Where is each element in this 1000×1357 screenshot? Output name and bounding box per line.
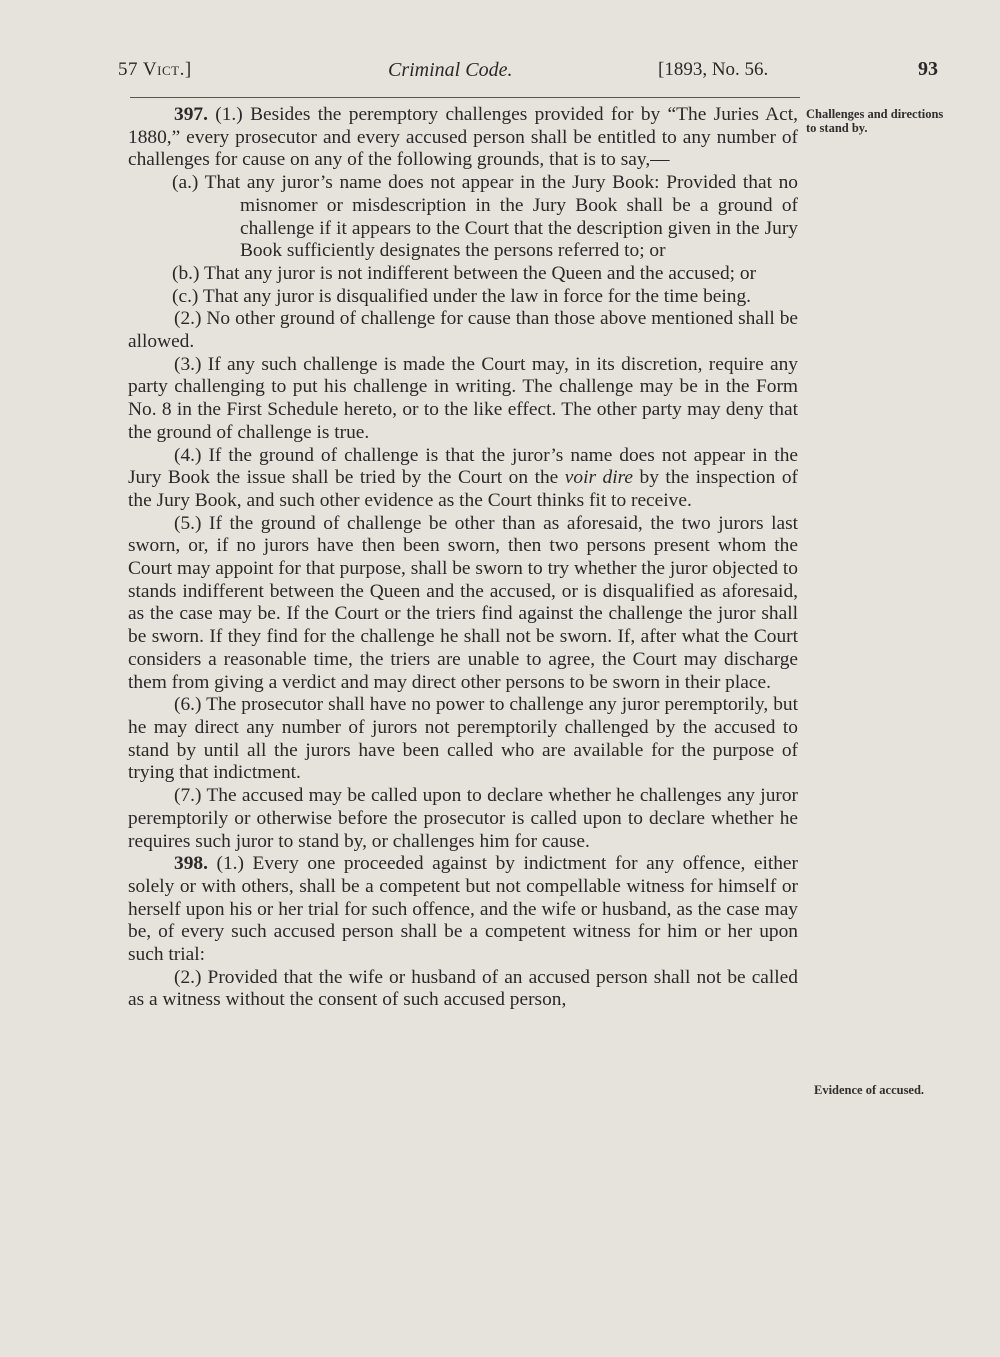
section-397-para-5: (5.) If the ground of challenge be other than as aforesaid, the two jurors last sworn, or, if no jurors have then been sworn, then two persons present whom the Court may appoint for that purpose, shall be sworn to try whether the juror objected to stands indifferent between the Queen and the accused, or is disqualified as aforesaid, as the case may be. If the Court or the triers find against the challenge the juror shall be sworn. If they find for the challenge he shall not be sworn. If, after what the Court considers a reasonable time, the triers are unable to agree, the Court may discharge them from giving a verdict and may direct other persons to be sworn in their place. <box>128 512 798 693</box>
section-397-para-4 <box>128 445 798 513</box>
header-title: Criminal Code. <box>388 59 513 81</box>
running-header <box>118 55 813 91</box>
margin-note-challenges: Challenges and directions to stand by. <box>806 107 944 135</box>
para-4-text-end: by the inspection of the Jury Book, and such other evidence as the Court thinks fit to receive. <box>128 467 798 511</box>
section-number-398: 398. <box>174 853 208 875</box>
section-number-397: 397. <box>174 104 208 125</box>
para-4-text-start: (4.) If the ground of challenge is that the juror’s name does not appear in the Jury Book the issue shall be tried by the Court on the <box>128 444 798 489</box>
section-397-intro-text: (1.) Besides the peremptory challenges provided for by “The Juries Act, 1880,” every prosecutor and every accused person shall be entitled to any number of challenges for cause on any of the following grounds, that is to say,— <box>128 104 798 171</box>
subclause-b: (b.) That any juror is not indifferent between the Queen and the accused; or <box>172 262 757 284</box>
section-397-para-3: (3.) If any such challenge is made the Court may, in its discretion, require any party challenging to put his challenge in writing. The challenge may be in the Form No. 8 in the First Schedule hereto, or to the like effect. The other party may deny that the ground of challenge is true. <box>128 353 798 443</box>
section-398-text: (1.) Every one proceeded against by indictment for any offence, either solely or with others, shall be a competent but not compellable witness for himself or herself upon his or her trial for such offence, and the wife or husband, as the case may be, of every such accused person shall be a competent witness for him or her upon such trial: <box>128 853 798 966</box>
subclause-a: (a.) That any juror’s name does not appear in the Jury Book: Provided that no misnomer or misdescription in the Jury Book shall be a ground of challenge if it appears to the Court that the description given in the Jury Book sufficiently designates the persons referred to; or <box>172 172 798 262</box>
header-regnal-year: 57 Vict.] <box>118 59 192 80</box>
section-398-para-2: (2.) Provided that the wife or husband of an accused person shall not be called as a witness without the consent of such accused person, <box>128 966 798 1011</box>
page-number: 93 <box>918 58 938 80</box>
header-act-number: [1893, No. 56. <box>658 59 769 80</box>
header-rule <box>130 97 800 98</box>
section-397-para-1 <box>128 104 798 172</box>
section-397-para-7: (7.) The accused may be called upon to declare whether he challenges any juror peremptorily or otherwise before the prosecutor is called upon to declare whether he requires such juror to stand by, or challenges him for cause. <box>128 785 798 852</box>
para-4-voir-dire: voir dire <box>564 467 634 489</box>
subclause-c: (c.) That any juror is disqualified under the law in force for the time being. <box>172 285 752 307</box>
section-397-para-6: (6.) The prosecutor shall have no power to challenge any juror peremptorily, but he may direct any number of jurors not peremptorily challenged by the accused to stand by until all the jurors have been called who are available for the purpose of trying that indictment. <box>128 694 798 784</box>
section-398-para-1 <box>128 853 798 967</box>
section-397-para-2: (2.) No other ground of challenge for cause than those above mentioned shall be allowed. <box>128 308 798 353</box>
body-text <box>128 104 798 1012</box>
margin-note-evidence: Evidence of accused. <box>814 1083 925 1097</box>
